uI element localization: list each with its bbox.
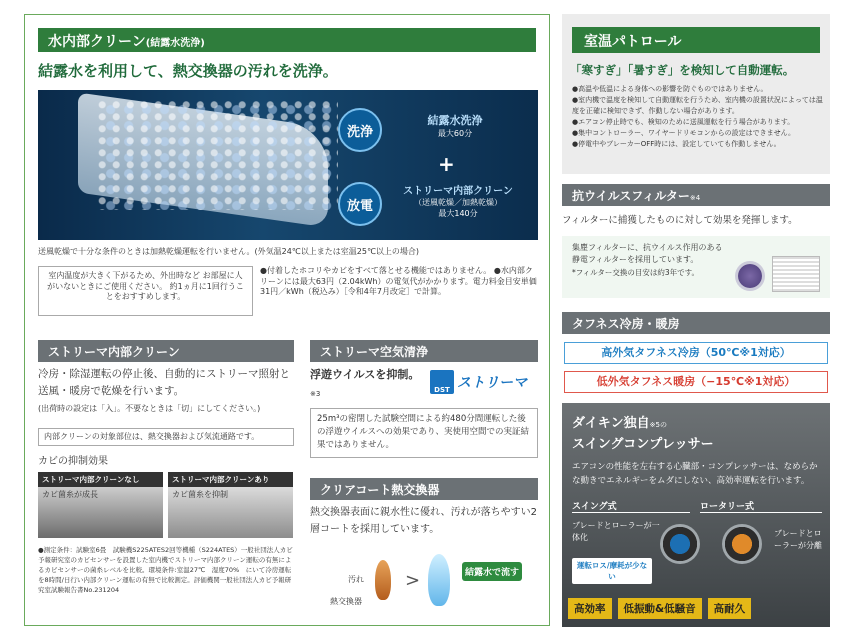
streamer-clean-target-box: 内部クリーンの対象部位は、熱交換器および気流通路です。 — [38, 428, 294, 446]
streamer-air-body — [310, 366, 420, 403]
wash-time: 最大60分 — [437, 129, 473, 138]
mold-with-label: ストリーマ内部クリーンあり — [168, 472, 293, 487]
rotary-type-label: ロータリー式 — [700, 499, 822, 513]
filter-box-line2: 静電フィルターを採用しています。 — [572, 255, 699, 264]
streamer-air-header: ストリーマ空気清浄 — [310, 340, 538, 362]
streamer-clean-body: 冷房・除湿運転の停止後、自動的にストリーマ照射と送風・暖房で乾燥を行います。 — [38, 368, 290, 397]
streamer-air-sup: ※3 — [310, 390, 321, 398]
tough-cool-box: 高外気タフネス冷房（50℃※1対応） — [564, 342, 828, 364]
streamer-air-test-box: 25m³の密閉した試験空間による約480分間運転した後の浮遊ウイルスへの効果であり、実使用空間での実証結果ではありません。 — [310, 408, 538, 458]
filter-header — [562, 184, 830, 206]
loss-badge: 運転ロス/摩耗が少ない — [572, 558, 652, 584]
filter-box-line1: 集塵フィルターに、抗ウイルス作用のある — [572, 243, 723, 252]
water-droplets-shape — [98, 100, 338, 210]
mold-with-result: カビ菌糸を抑制 — [172, 490, 228, 499]
dry-mode-note: 送風乾燥で十分な条件のときは加熱乾燥運転を行いません。(外気温24℃以上または室温25℃以上の場合) — [38, 247, 420, 256]
wash-badge: 洗浄 — [338, 108, 382, 152]
swing-tags — [568, 598, 828, 619]
clear-coat-body: 熱交換器表面に親水性に優れ、汚れが落ちやすい2層コートを採用しています。 — [310, 507, 537, 535]
filter-body: フィルターに捕獲したものに対して効果を発揮します。 — [562, 215, 798, 226]
wash-title: 結露水洗浄 — [427, 114, 483, 127]
rotary-note: ブレードとローラーが分離 — [774, 529, 822, 550]
patrol-bullet: ●エアコン停止時でも、検知のために送風運転を行う場合があります。 — [572, 118, 795, 126]
swing-note: ブレードとローラーが一体化 — [572, 521, 660, 542]
swing-title-1: ダイキン独自 — [572, 416, 650, 431]
tag-high-efficiency: 高効率 — [568, 598, 612, 619]
swing-compressor-icon — [660, 524, 700, 564]
plus-sign: + — [438, 152, 455, 176]
tag-durability: 高耐久 — [708, 598, 752, 619]
virus-icon — [738, 264, 762, 288]
clear-coat-header: クリアコート熱交換器 — [310, 478, 538, 500]
mold-effect-title: カビの抑制効果 — [38, 456, 108, 467]
water-clean-bullets: ●付着したホコリやカビをすべて落とせる機能ではありません。 ●水内部クリーンには最大63円（2.04kWh）の電気代がかかります。電力料金目安単価31円／kWh（税込み）［令和4年7月改定］で計算。 — [260, 266, 537, 296]
streamer-logo-text: ストリーマ — [457, 375, 527, 391]
streamer-clean-header: ストリーマ内部クリーン — [38, 340, 294, 362]
water-clean-headline: 結露水を利用して、熱交換器の汚れを洗浄。 — [38, 62, 338, 80]
patrol-bullet: ●停電中やブレーカーOFF時には、設定していても作動しません。 — [572, 140, 781, 148]
mold-test-conditions: ●測定条件：試験室6畳 試験機S225ATES2回等機種（S224ATES）一般社団法人カビ予報研究室のカビセンサーを設置した室内機でストリーマ内部クリーン運転の有無によるカビセンサーの菌糸レベルを比較。環境条件:室温27℃ 湿度70% にいて冷房運転を8時間/日行い内部クリーン運転の有無で比較測定。評価機関一般社団法人カビ予報研究室試験報告書No.231204 — [38, 546, 293, 594]
filter-box-line3: *フィルター交換の目安は約3年です。 — [572, 268, 700, 277]
streamer-logo — [430, 368, 538, 396]
usage-advice-box: 室内温度が大きく下がるため、外出時など お部屋に人がいないときにご使用ください。 約1ヵ月に1回行うことをおすすめします。 — [38, 266, 253, 316]
dirt-drop — [375, 560, 391, 600]
swing-title — [572, 414, 822, 454]
patrol-bullet: ●室内機で温度を検知して自動運転を行うため、室内機の設置状況によっては温度を正確に検知できず、作動しない場合があります。 — [572, 96, 823, 115]
patrol-bullet: ●高温や低温による身体への影響を防ぐものではありません。 — [572, 85, 768, 93]
swing-title-2: スイングコンプレッサー — [572, 437, 714, 452]
toughness-header: タフネス冷房・暖房 — [562, 312, 830, 334]
heat-exchanger-label: 熱交換器 — [330, 597, 362, 606]
patrol-bullet: ●集中コントローラー、ワイヤードリモコンからの設定はできません。 — [572, 129, 796, 137]
discharge-time: 最大140分 — [438, 209, 478, 218]
patrol-header: 室温パトロール — [572, 27, 820, 53]
swing-type-label: スイング式 — [572, 499, 690, 513]
mold-with-panel — [168, 472, 293, 538]
discharge-info — [388, 182, 528, 219]
wash-info — [390, 112, 520, 139]
discharge-badge: 放電 — [338, 182, 382, 226]
swing-sup: ※5の — [649, 421, 667, 429]
streamer-clean-note: (出荷時の設定は「入」。不要なときは「切」にしてください。) — [38, 404, 261, 413]
rotary-compressor-icon — [722, 524, 762, 564]
clean-drop — [428, 554, 450, 606]
filter-title: 抗ウイルスフィルター — [572, 189, 690, 203]
water-clean-title: 水内部クリーン — [48, 34, 146, 50]
filter-sup: ※4 — [689, 194, 701, 202]
water-clean-title-sub: (結露水洗浄) — [145, 38, 205, 49]
patrol-headline: 「寒すぎ」「暑すぎ」を検知して自動運転。 — [570, 63, 795, 77]
arrow-icon: > — [405, 570, 421, 591]
tough-heat-box: 低外気タフネス暖房（−15℃※1対応） — [564, 371, 828, 393]
filter-mesh-icon — [772, 256, 820, 292]
discharge-title: ストリーマ内部クリーン — [403, 186, 513, 197]
dirt-label: 汚れ — [348, 575, 364, 584]
aircon-hero-image — [38, 90, 538, 240]
streamer-logo-mark: DST — [430, 370, 454, 394]
swing-body: エアコンの性能を左右する心臓部・コンプレッサーは、なめらかな動きでエネルギーをムダにしない、高効率運転を行います。 — [572, 462, 818, 486]
water-clean-header — [38, 28, 536, 52]
mold-without-result: カビ菌糸が成長 — [42, 490, 98, 499]
mold-without-label: ストリーマ内部クリーンなし — [38, 472, 163, 487]
patrol-bullets — [572, 84, 824, 150]
flow-label: 結露水で流す — [462, 562, 522, 581]
tag-low-vibration: 低振動&低騒音 — [618, 598, 702, 619]
streamer-air-body-text: 浮遊ウイルスを抑制。 — [310, 368, 420, 381]
discharge-sub: （送風乾燥／加熱乾燥） — [414, 198, 502, 207]
clear-coat-diagram — [330, 546, 530, 616]
mold-without-panel — [38, 472, 163, 538]
